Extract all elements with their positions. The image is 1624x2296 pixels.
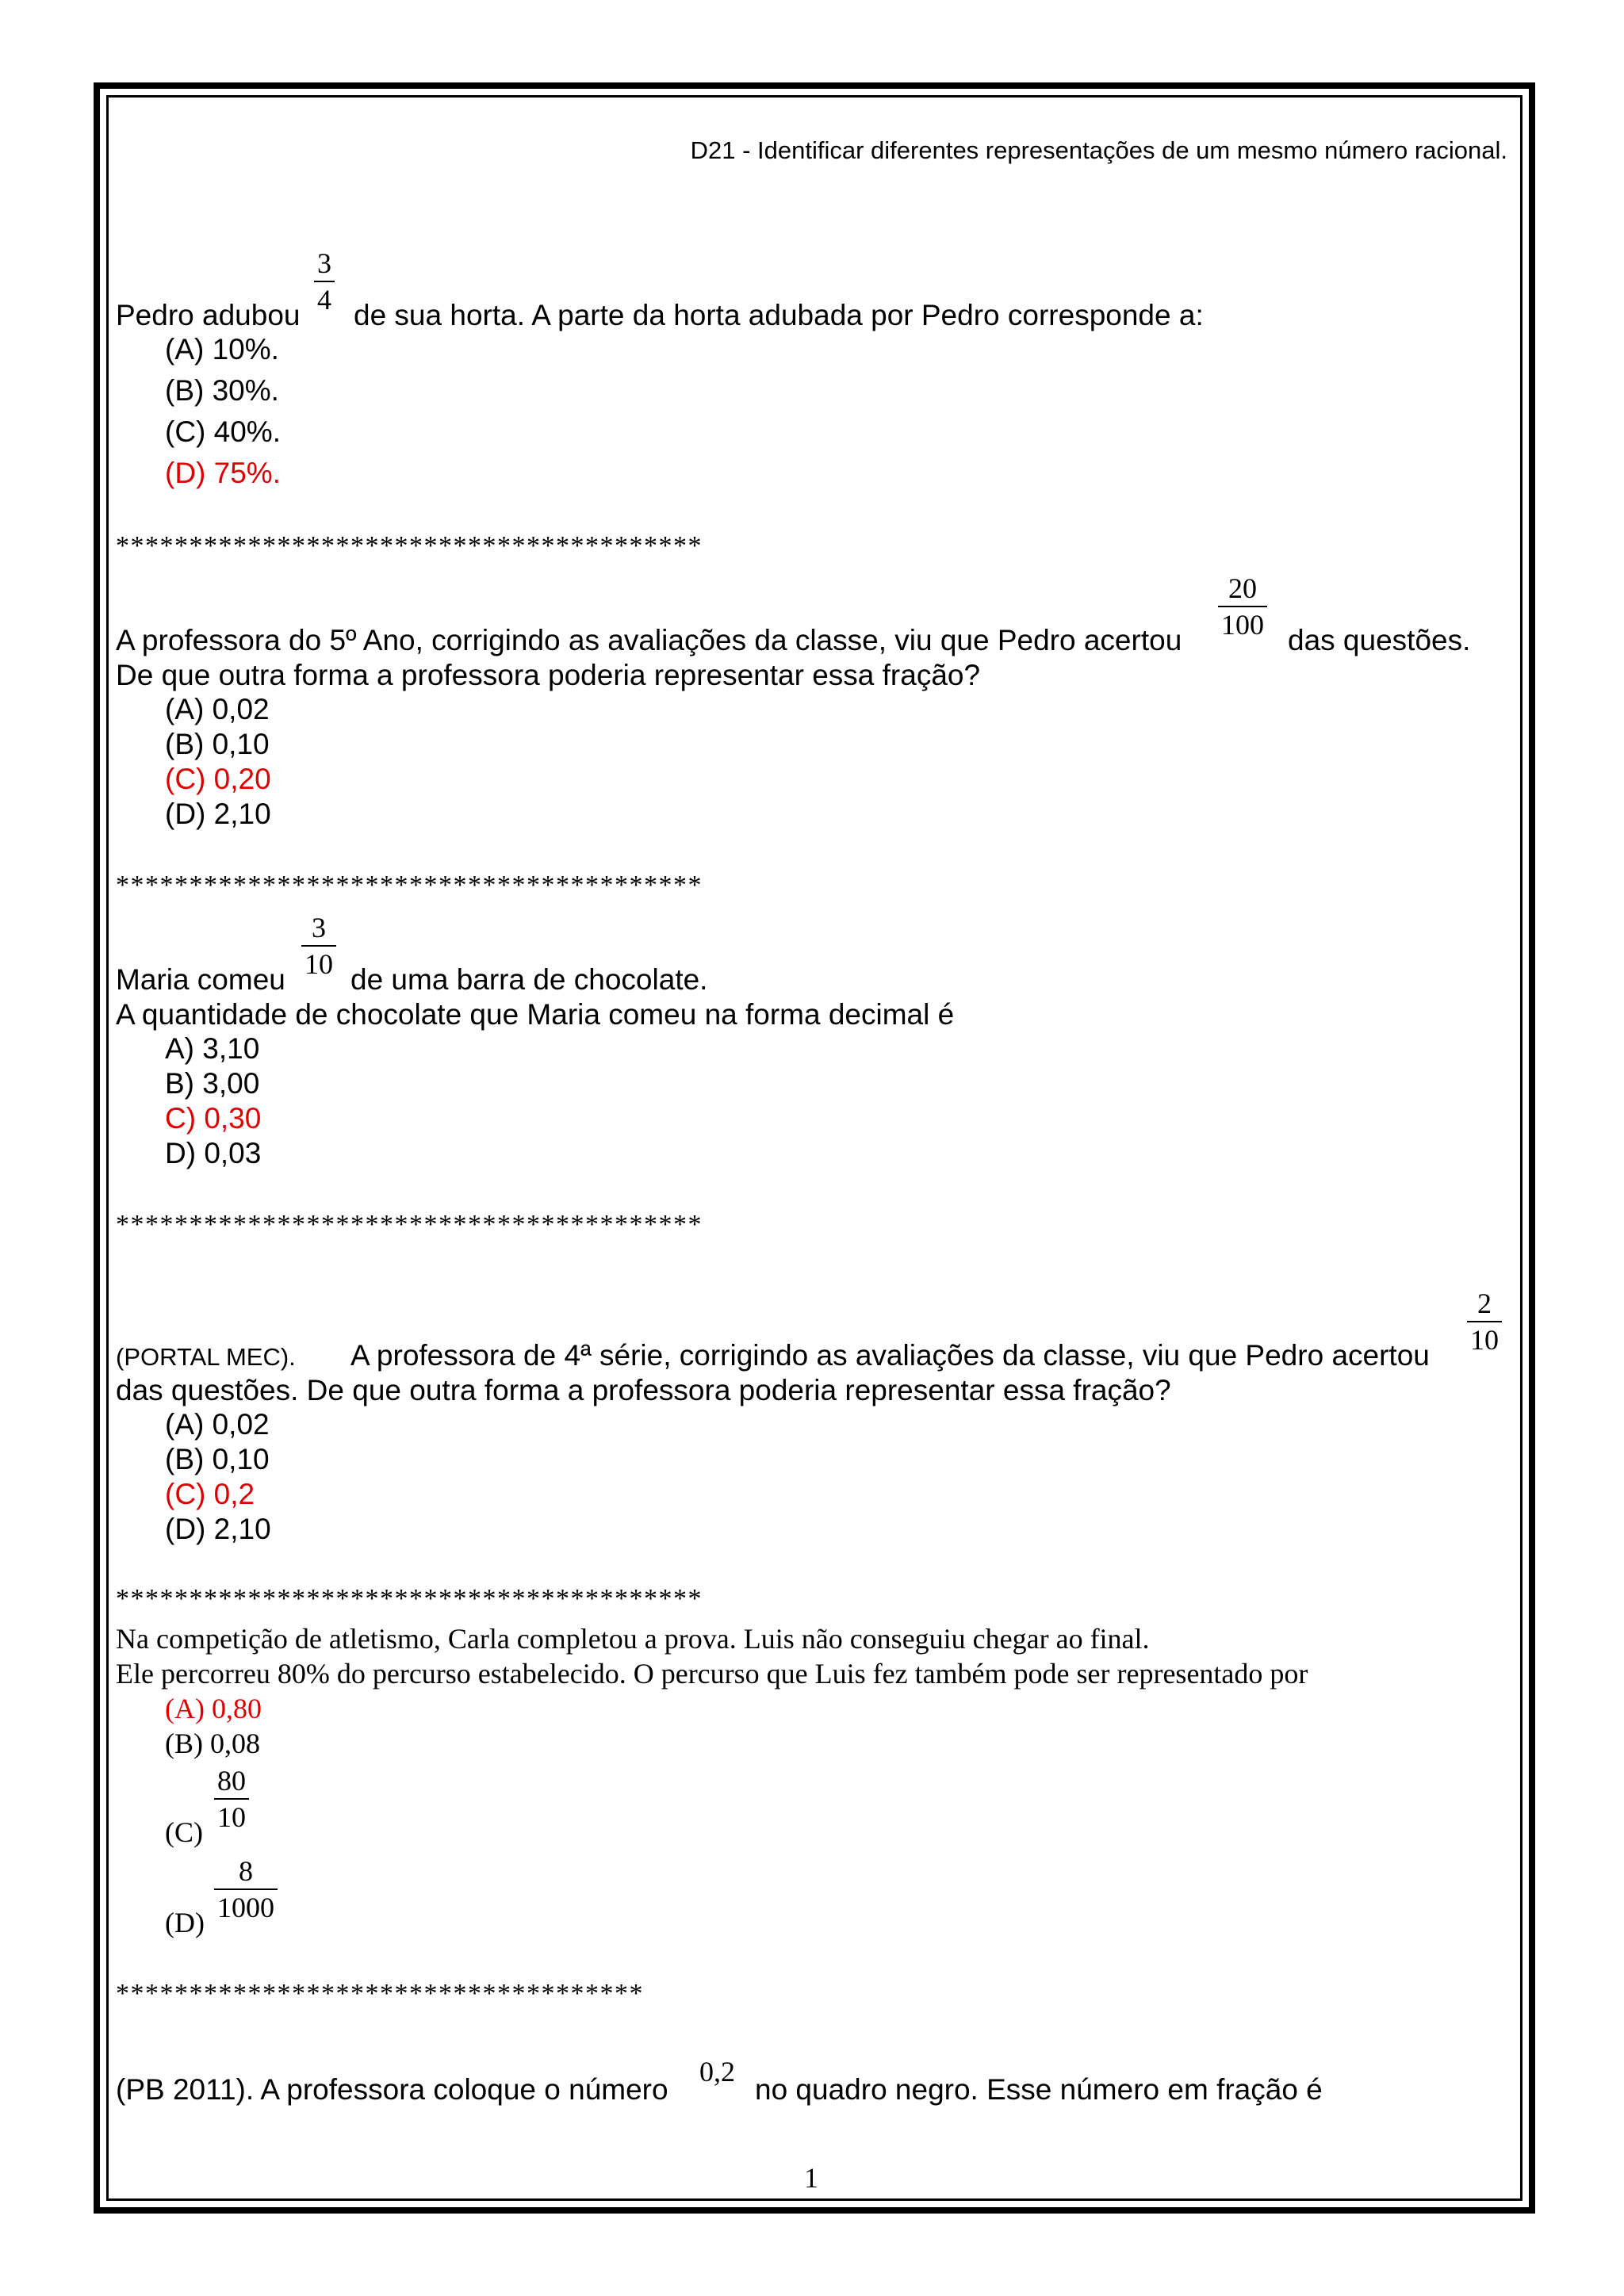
q3-option-a: A) 3,10 — [165, 1032, 260, 1065]
page-border-inner — [106, 95, 1522, 2201]
q2-fraction-numerator: 20 — [1228, 572, 1257, 604]
q5-option-d-denominator: 1000 — [217, 1892, 274, 1923]
q5-option-d-numerator: 8 — [239, 1855, 253, 1887]
q3-option-c-answer: C) 0,30 — [165, 1102, 262, 1135]
q5-line-2: Ele percorreu 80% do percurso estabelecido. O percurso que Luis fez também pode ser representado por — [116, 1658, 1308, 1689]
q2-option-c-answer: (C) 0,20 — [165, 763, 271, 795]
q1-fraction — [314, 247, 335, 316]
q6-text-after: no quadro negro. Esse número em fração é — [755, 2073, 1323, 2106]
q4-option-d: (D) 2,10 — [165, 1513, 271, 1545]
q2-text-before: A professora do 5º Ano, corrigindo as avaliações da classe, viu que Pedro acertou — [116, 624, 1182, 656]
q3-fraction-numerator: 3 — [312, 912, 326, 943]
q1-text-after: de sua horta. A parte da horta adubada por Pedro corresponde a: — [354, 299, 1204, 331]
q5-option-c-label: (C) — [165, 1816, 203, 1848]
q2-fraction — [1218, 572, 1267, 641]
q3-fraction-denominator: 10 — [304, 948, 333, 980]
q5-line-1: Na competição de atletismo, Carla completou a prova. Luis não conseguiu chegar ao final. — [116, 1623, 1150, 1655]
q2-text-after: das questões. — [1288, 624, 1471, 656]
q4-line-2: das questões. De que outra forma a professora poderia representar essa fração? — [116, 1374, 1171, 1406]
q3-text-after: de uma barra de chocolate. — [350, 963, 708, 996]
q1-text-before: Pedro adubou — [116, 299, 301, 331]
q6-text-before: (PB 2011). A professora coloque o número — [116, 2073, 668, 2106]
separator-2: **************************************** — [116, 871, 703, 900]
q3-line-2: A quantidade de chocolate que Maria comeu na forma decimal é — [116, 998, 955, 1031]
q5-option-c-numerator: 80 — [217, 1765, 246, 1797]
q1-fraction-numerator: 3 — [317, 247, 331, 279]
q6-number: 0,2 — [699, 2056, 735, 2087]
q4-source: (PORTAL MEC). — [116, 1343, 296, 1371]
q5-option-b: (B) 0,08 — [165, 1728, 260, 1759]
q4-fraction-denominator: 10 — [1470, 1324, 1499, 1356]
separator-3: **************************************** — [116, 1210, 703, 1239]
q3-text-before: Maria comeu — [116, 963, 285, 996]
q4-option-c-answer: (C) 0,2 — [165, 1478, 255, 1510]
q5-option-a-answer: (A) 0,80 — [165, 1693, 262, 1724]
q1-option-c: (C) 40%. — [165, 415, 281, 448]
q1-option-a: (A) 10%. — [165, 333, 279, 365]
q4-fraction — [1467, 1288, 1502, 1356]
page-header: D21 - Identificar diferentes representações de um mesmo número racional. — [690, 136, 1507, 164]
q3-option-b: B) 3,00 — [165, 1067, 260, 1100]
q2-option-d: (D) 2,10 — [165, 798, 271, 830]
q5-option-c-denominator: 10 — [217, 1801, 246, 1833]
q5-option-c-fraction — [214, 1765, 249, 1833]
q2-option-a: (A) 0,02 — [165, 693, 270, 725]
q4-text: A professora de 4ª série, corrigindo as avaliações da classe, viu que Pedro acertou — [350, 1339, 1430, 1372]
q2-line-2: De que outra forma a professora poderia representar essa fração? — [116, 659, 981, 691]
q4-fraction-numerator: 2 — [1477, 1288, 1492, 1319]
q4-option-a: (A) 0,02 — [165, 1408, 270, 1441]
q3-option-d: D) 0,03 — [165, 1137, 262, 1169]
separator-5: ************************************ — [116, 1979, 644, 2008]
q2-fraction-denominator: 100 — [1221, 609, 1264, 641]
separator-4: **************************************** — [116, 1584, 703, 1613]
q1-option-b: (B) 30%. — [165, 374, 279, 407]
q1-fraction-denominator: 4 — [317, 284, 331, 316]
q5-option-d-fraction — [214, 1855, 278, 1923]
q1-option-d-answer: (D) 75%. — [165, 457, 281, 489]
q5-option-d-label: (D) — [165, 1907, 205, 1938]
separator-1: **************************************** — [116, 531, 703, 561]
q2-option-b: (B) 0,10 — [165, 728, 270, 760]
q4-option-b: (B) 0,10 — [165, 1443, 270, 1475]
q3-fraction — [301, 912, 336, 980]
page-number: 1 — [804, 2162, 818, 2194]
